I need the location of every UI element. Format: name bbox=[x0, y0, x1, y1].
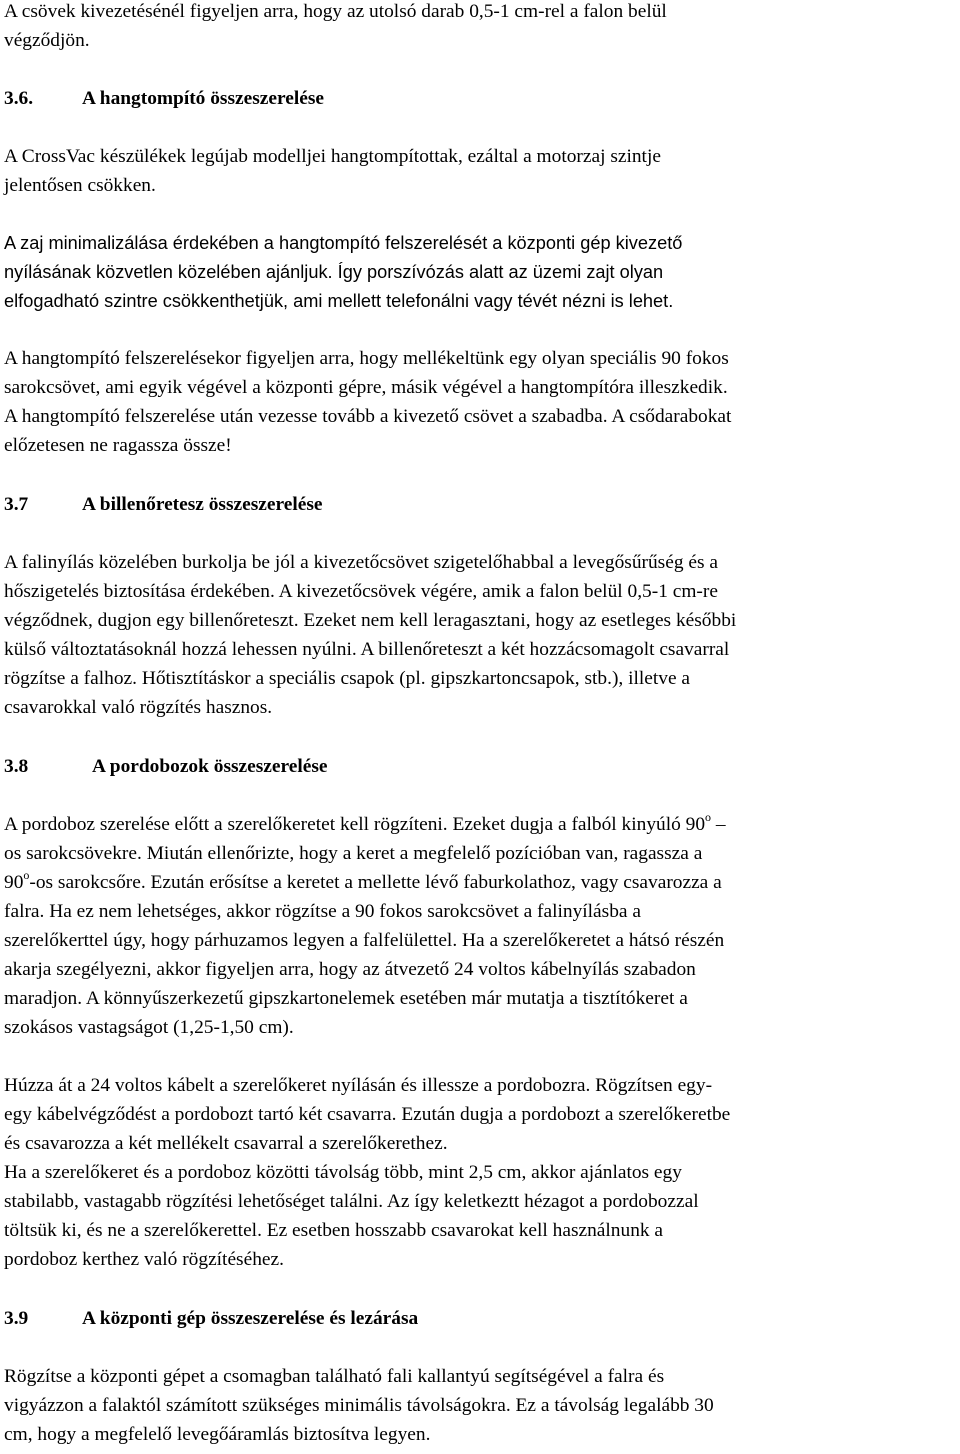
s36-p2-line-2 bbox=[4, 260, 663, 284]
s38-p2-line-4: Ha a szerelőkeret és a pordoboz közötti távolság több, mint 2,5 cm, akkor ajánlatos egy bbox=[4, 1162, 682, 1183]
s38-p1-line-3-text: -os sarokcsőre. Ezután erősítse a keretet a mellette lévő faburkolathoz, vagy csavarozza a bbox=[29, 872, 722, 893]
s36-p3-line-4: előzetesen ne ragassza össze! bbox=[4, 435, 232, 456]
s37-p1-line-3: végződnek, dugjon egy billenőreteszt. Ezeket nem kell leragasztani, hogy az esetleges későbbi bbox=[4, 610, 737, 631]
s37-p1-line-6: csavarokkal való rögzítés hasznos. bbox=[4, 697, 273, 718]
s36-p1-line-1: A CrossVac készülékek legújab modelljei hangtompítottak, ezáltal a motorzaj szintje bbox=[4, 146, 661, 167]
s38-p1-line-8: szokásos vastagságot (1,25-1,50 cm). bbox=[4, 1017, 294, 1038]
section-title: A hangtompító összeszerelése bbox=[82, 88, 324, 109]
section-title: A központi gép összeszerelése és lezárása bbox=[82, 1308, 419, 1329]
section-3-7-heading bbox=[4, 493, 323, 517]
section-number: 3.9 bbox=[4, 1308, 29, 1329]
section-number: 3.8 bbox=[4, 756, 29, 777]
s38-p1-line-2: os sarokcsövekre. Miután ellenőrizte, hogy a keret a megfelelő pozícióban van, ragassza a bbox=[4, 843, 703, 864]
s38-p2-line-5: stabilabb, vastagabb rögzítési lehetőséget találni. Az így keletkeztt hézagot a pordobozzal bbox=[4, 1191, 699, 1212]
s37-p1-line-4: külső változtatásoknál hozzá lehessen nyúlni. A billenőreteszt a két hozzácsomagolt csavarral bbox=[4, 639, 730, 660]
s36-p3-line-1: A hangtompító felszerelésekor figyeljen arra, hogy mellékeltünk egy olyan speciális 90 fokos bbox=[4, 348, 729, 369]
s36-p3-line-3: A hangtompító felszerelése után vezesse tovább a kivezető csövet a szabadba. A csődarabokat bbox=[4, 406, 732, 427]
s38-p1-line-3 bbox=[4, 868, 722, 895]
s39-p1-line-3: cm, hogy a megfelelő levegőáramlás biztosítva legyen. bbox=[4, 1424, 431, 1445]
s37-p1-line-5: rögzítse a falhoz. Hőtisztításkor a speciális csapok (pl. gipszkartoncsapok, stb.), illetve a bbox=[4, 668, 691, 689]
degree-superscript: o bbox=[23, 868, 30, 882]
s38-p2-line-1: Húzza át a 24 voltos kábelt a szerelőkeret nyílásán és illessze a pordobozra. Rögzítsen egy- bbox=[4, 1075, 713, 1096]
s38-p2-line-3: és csavarozza a két mellékelt csavarral a szerelőkerethez. bbox=[4, 1133, 448, 1154]
s39-p1-line-1: Rögzítse a központi gépet a csomagban található fali kallantyú segítségével a falra és bbox=[4, 1366, 665, 1387]
s38-p1-line-7: maradjon. A könnyűszerkezetű gipszkartonelemek esetében már mutatja a tisztítókeret a bbox=[4, 988, 688, 1009]
s37-p1-line-2: hőszigetelés biztosítása érdekében. A kivezetőcsövek végére, amik a falon belül 0,5-1 cm-re bbox=[4, 581, 718, 602]
s38-p1-line-3-num: 90 bbox=[4, 872, 24, 893]
s37-p1-line-1: A falinyílás közelében burkolja be jól a kivezetőcsövet szigetelőhabbal a levegősűrűség és a bbox=[4, 552, 718, 573]
intro-line-1: A csövek kivezetésénél figyeljen arra, hogy az utolsó darab 0,5-1 cm-rel a falon belül bbox=[4, 1, 667, 22]
section-3-8-heading bbox=[4, 755, 328, 779]
s39-p1-line-2: vigyázzon a falaktól számított szükséges minimális távolságokra. Ez a távolság legalább 30 bbox=[4, 1395, 714, 1416]
section-3-6-heading bbox=[4, 87, 324, 111]
s38-p1-line-6: akarja szegélyezni, akkor figyeljen arra, hogy az átvezető 24 voltos kábelnyílás szabadon bbox=[4, 959, 696, 980]
section-title: A billenőretesz összeszerelése bbox=[82, 494, 323, 515]
s38-p1-line-1 bbox=[4, 810, 726, 837]
s36-p1-line-2: jelentősen csökken. bbox=[4, 175, 156, 196]
s36-p2-line-2a: nyílásának közvetlen közelében ajánljuk. bbox=[4, 262, 333, 282]
s38-p2-line-6: töltsük ki, és ne a szerelőkerettel. Ez esetben hosszabb csavarokat kell használnunk a bbox=[4, 1220, 664, 1241]
s36-p2-line-2b: Így porszívózás alatt az üzemi zajt olyan bbox=[332, 262, 664, 282]
s38-p2-line-2: egy kábelvégződést a pordobozt tartó két csavarra. Ezután dugja a pordobozt a szerelőkeretbe bbox=[4, 1104, 731, 1125]
degree-superscript: o bbox=[705, 810, 712, 824]
s38-p2-line-7: pordoboz kerthez való rögzítéséhez. bbox=[4, 1249, 284, 1270]
s36-p2-line-3: elfogadható szintre csökkenthetjük, ami mellett telefonálni vagy tévét nézni is lehet. bbox=[4, 291, 674, 311]
s38-p1-line-1-text: A pordoboz szerelése előtt a szerelőkeretet kell rögzíteni. Ezeket dugja a falból kinyúló 90 bbox=[4, 814, 706, 835]
intro-line-2: végződjön. bbox=[4, 30, 90, 51]
section-3-9-heading bbox=[4, 1307, 418, 1331]
s36-p3-line-2: sarokcsövet, ami egyik végével a központi gépre, másik végével a hangtompítóra illeszkedik. bbox=[4, 377, 728, 398]
s38-p1-line-1-dash: – bbox=[711, 814, 726, 835]
section-title: A pordobozok összeszerelése bbox=[92, 756, 328, 777]
section-number: 3.6. bbox=[4, 88, 34, 109]
s38-p1-line-4: falra. Ha ez nem lehetséges, akkor rögzítse a 90 fokos sarokcsövet a falinyílásba a bbox=[4, 901, 641, 922]
s38-p1-line-5: szerelőkerttel úgy, hogy párhuzamos legyen a falfelülettel. Ha a szerelőkeretet a hátsó részén bbox=[4, 930, 725, 951]
section-number: 3.7 bbox=[4, 494, 29, 515]
s36-p2-line-1: A zaj minimalizálása érdekében a hangtompító felszerelését a központi gép kivezető bbox=[4, 233, 683, 253]
